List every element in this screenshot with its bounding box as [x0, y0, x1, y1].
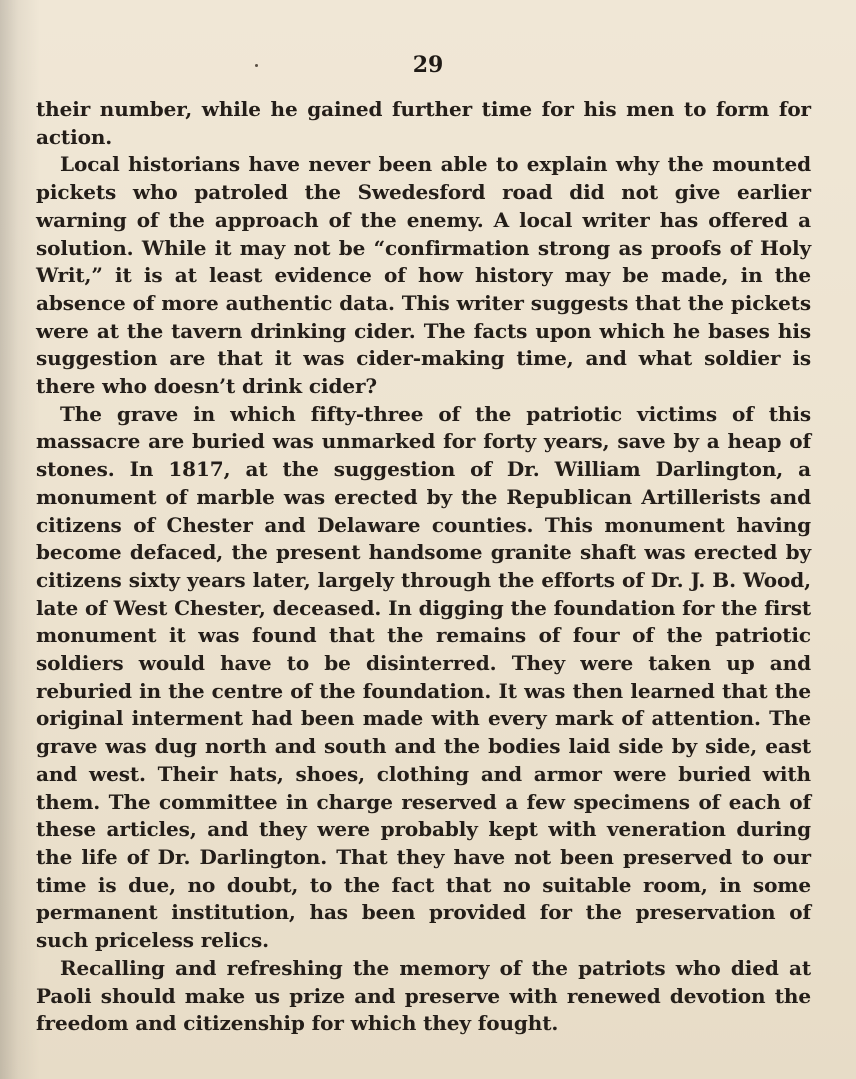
- paragraph-closing: Recalling and refreshing the memory of the patriots who died at Paoli should make us prize and preserve with renewed devotion the freedom and citizenship for which they fought.: [36, 955, 811, 1036]
- paragraph-grave-monument: The grave in which fifty-three of the patriotic victims of this massacre are buried was unmarked for forty years, save by a heap of stones. In 1817, at the suggestion of Dr. William Darlington, a monument of marble was erected by the Republican Artillerists and citizens of Chester and Delaware counties. This monument having become defaced, the present handsome granite shaft was erected by citizens sixty years later, largely through the efforts of Dr. J. B. Wood, late of West Chester, deceased. In digging the foundation for the first monument it was found that the remains of four of the patriotic soldiers would have to be disinterred. They were taken up and reburied in the centre of the foundation. It was then learned that the original interment had been made with every mark of attention. The grave was dug north and south and the bodies laid side by side, east and west. Their hats, shoes, clothing and armor were buried with them. The committee in charge reserved a few specimens of each of these articles, and they were probably kept with veneration during the life of Dr. Darlington. That they have not been preserved to our time is due, no doubt, to the fact that no suitable room, in some permanent institution, has been provided for the preservation of such priceless relics.: [36, 401, 811, 953]
- page-number: 29: [412, 52, 444, 78]
- paragraph-pickets: Local historians have never been able to explain why the mounted pickets who patroled the Swedesford road did not give earlier warning of the approach of the enemy. A local writer has offered a solution. While it may not be “confirmation strong as proofs of Holy Writ,” it is at least evidence of how history may be made, in the absence of more authentic data. This writer suggests that the pickets were at the tavern drinking cider. The facts upon which he bases his suggestion are that it was cider-making time, and what soldier is there who doesn’t drink cider?: [36, 152, 811, 399]
- paragraph-continuation: their number, while he gained further time for his men to form for action.: [36, 97, 811, 149]
- body-text: [36, 96, 811, 1038]
